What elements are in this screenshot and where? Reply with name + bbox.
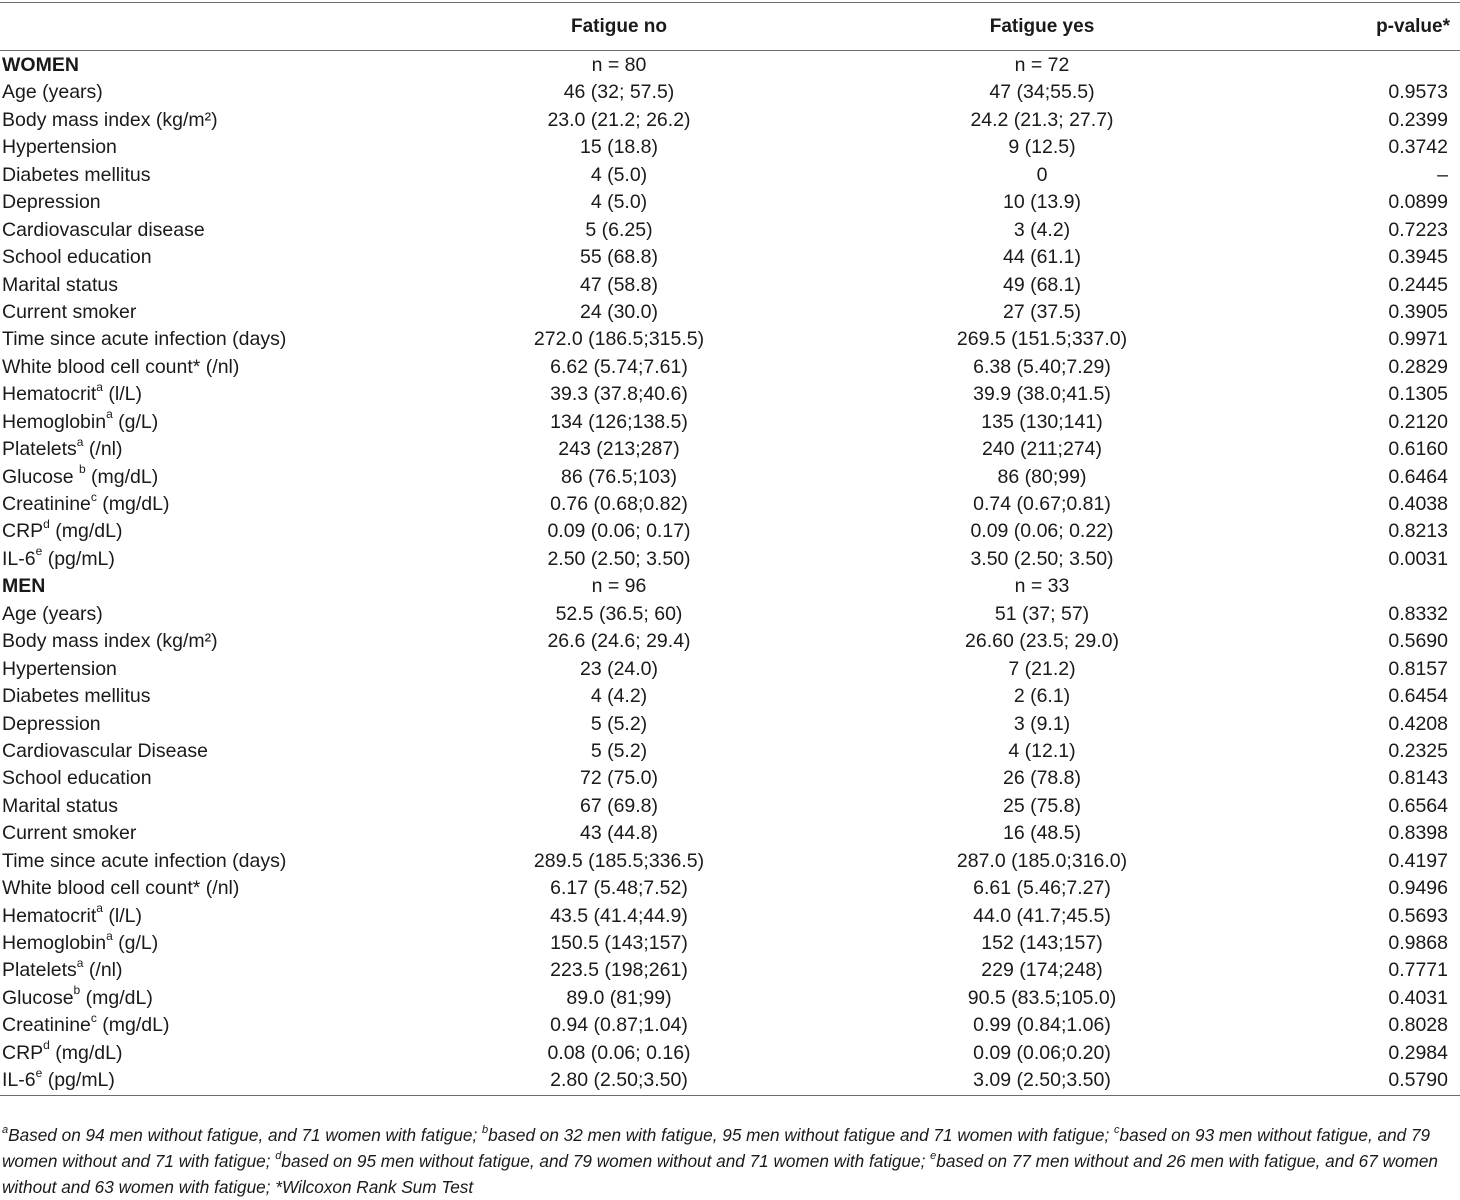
p-value: 0.0899 [1388, 191, 1448, 214]
p-value: – [1437, 163, 1448, 186]
p-value: 0.3945 [1388, 246, 1448, 269]
fatigue-no-value: 26.6 (24.6; 29.4) [547, 630, 691, 653]
footnote-text: *Wilcoxon Rank Sum Test [275, 1177, 474, 1197]
fatigue-no-value: 6.17 (5.48;7.52) [550, 877, 688, 900]
footnote-text: based on 77 men without and 26 men with fatigue, and 67 women without and 63 women with fatigue; [2, 1151, 1443, 1197]
variable-name: White blood cell count* (/nl) [2, 355, 240, 378]
fatigue-no-value: 47 (58.8) [579, 273, 659, 296]
fatigue-yes-value: 3 (4.2) [1013, 218, 1071, 241]
table-row [0, 189, 1460, 216]
fatigue-no-value: 39.3 (37.8;40.6) [550, 383, 688, 406]
variable-unit: (pg/mL) [42, 547, 115, 570]
variable-label [2, 217, 205, 244]
variable-name: Age (years) [2, 602, 103, 625]
variable-name: School education [2, 246, 152, 269]
footnote-marker: d [275, 1150, 282, 1163]
p-value: 0.9971 [1388, 328, 1448, 351]
variable-name: Depression [2, 191, 101, 214]
variable-unit: (mg/dL) [96, 1014, 170, 1037]
fatigue-yes-value: 9 (12.5) [1008, 136, 1076, 159]
p-value: 0.4197 [1388, 849, 1448, 872]
p-value: 0.8398 [1388, 822, 1448, 845]
table-row [0, 299, 1460, 326]
header-fatigue-no: Fatigue no [570, 16, 668, 37]
fatigue-no-value: 23.0 (21.2; 26.2) [547, 108, 691, 131]
variable-label [2, 491, 170, 518]
fatigue-no-value: 24 (30.0) [579, 300, 659, 323]
variable-label [2, 793, 118, 820]
variable-name: Current smoker [2, 822, 137, 845]
variable-label [2, 848, 286, 875]
p-value: 0.3742 [1388, 136, 1448, 159]
fatigue-no-value: 289.5 (185.5;336.5) [533, 849, 705, 872]
table-footnote [2, 1122, 1458, 1200]
fatigue-yes-value: 0.74 (0.67;0.81) [973, 493, 1111, 515]
variable-label [2, 903, 142, 930]
footnote-marker: a [76, 955, 84, 970]
variable-label [2, 738, 208, 765]
variable-unit: (/nl) [83, 438, 123, 461]
fatigue-no-value: 5 (5.2) [590, 739, 648, 762]
table-row [0, 711, 1460, 738]
variable-name: Platelets [2, 959, 77, 982]
variable-name: Cardiovascular disease [2, 218, 205, 241]
variable-label [2, 1040, 122, 1067]
variable-label [2, 957, 122, 984]
p-value: 0.8213 [1388, 520, 1448, 543]
fatigue-yes-value: 4 (12.1) [1008, 739, 1076, 762]
p-value: 0.2399 [1388, 108, 1448, 131]
table-row [0, 601, 1460, 628]
variable-name: IL-6 [2, 1069, 36, 1092]
variable-unit: (g/L) [112, 932, 159, 954]
variable-label [2, 711, 101, 738]
fatigue-no-value: 5 (6.25) [585, 218, 653, 241]
p-value: 0.9868 [1388, 932, 1448, 954]
variable-name: Marital status [2, 273, 118, 296]
p-value: 0.7223 [1388, 218, 1448, 241]
p-value: 0.5690 [1388, 630, 1448, 653]
table-row [0, 79, 1460, 106]
table-row [0, 738, 1460, 765]
fatigue-no-value: 43 (44.8) [579, 822, 659, 845]
table-row [0, 985, 1460, 1012]
variable-name: Body mass index (kg/m²) [2, 630, 218, 653]
fatigue-no-value: 67 (69.8) [579, 794, 659, 817]
table-row [0, 107, 1460, 134]
fatigue-yes-value: 25 (75.8) [1002, 794, 1082, 817]
p-value: 0.6464 [1388, 465, 1448, 488]
footnote-marker: a [106, 928, 113, 943]
fatigue-yes-value: 90.5 (83.5;105.0) [967, 986, 1117, 1009]
fatigue-no-value: 0.94 (0.87;1.04) [550, 1014, 688, 1037]
variable-name: Diabetes mellitus [2, 163, 151, 186]
footnote-text: based on 95 men without fatigue, and 79 women without and 71 women with fatigue; [281, 1151, 931, 1171]
fatigue-yes-value: 2 (6.1) [1013, 685, 1071, 708]
footnote-marker: c [90, 489, 97, 504]
fatigue-yes-value: 135 (130;141) [981, 410, 1103, 433]
table-row [0, 381, 1460, 408]
table-row [0, 436, 1460, 463]
variable-name: CRP [2, 1041, 44, 1064]
fatigue-yes-value: 49 (68.1) [1002, 273, 1082, 296]
table-row [0, 409, 1460, 436]
fatigue-yes-value: 39.9 (38.0;41.5) [973, 383, 1111, 406]
fatigue-no-value: 243 (213;287) [558, 438, 680, 461]
table-row [0, 518, 1460, 545]
variable-label [2, 299, 136, 326]
p-value: 0.8028 [1388, 1014, 1448, 1037]
fatigue-no-value: 72 (75.0) [579, 767, 659, 790]
footnote-marker: a [96, 901, 103, 916]
variable-label [2, 765, 152, 792]
footnote-marker: b [482, 1124, 489, 1137]
p-value: 0.2984 [1388, 1041, 1448, 1064]
footnote-marker: e [930, 1150, 937, 1163]
variable-label [2, 244, 152, 271]
variable-name: Depression [2, 712, 101, 735]
fatigue-yes-value: 44.0 (41.7;45.5) [973, 904, 1111, 927]
fatigue-yes-value: 3 (9.1) [1013, 712, 1071, 735]
section-row [0, 52, 1460, 79]
table-row [0, 244, 1460, 271]
table-row [0, 326, 1460, 353]
fatigue-no-value: n = 96 [591, 575, 647, 598]
table-row [0, 464, 1460, 491]
fatigue-no-value: 272.0 (186.5;315.5) [533, 328, 705, 351]
p-value: 0.2829 [1388, 355, 1448, 378]
section-row [0, 573, 1460, 600]
variable-name: Hypertension [2, 136, 117, 159]
variable-unit: (mg/dL) [80, 986, 153, 1009]
variable-label [2, 162, 150, 189]
variable-label [2, 436, 122, 463]
fatigue-no-value: 89.0 (81;99) [566, 986, 672, 1009]
variable-label [2, 354, 239, 381]
variable-name: CRP [2, 520, 44, 543]
fatigue-yes-value: 26.60 (23.5; 29.0) [965, 630, 1119, 653]
table-row [0, 1012, 1460, 1039]
variable-name: Creatinine [2, 1014, 91, 1037]
p-value: 0.6564 [1388, 794, 1448, 817]
variable-label [2, 134, 117, 161]
footnote-text: Based on 94 men without fatigue, and 71 women with fatigue; [8, 1125, 483, 1145]
fatigue-yes-value: n = 72 [1014, 54, 1070, 76]
variable-label [2, 930, 158, 957]
fatigue-yes-value: 287.0 (185.0;316.0) [956, 849, 1128, 872]
variable-name: Hypertension [2, 657, 117, 680]
fatigue-yes-value: 26 (78.8) [1002, 767, 1082, 790]
variable-name: School education [2, 767, 152, 790]
table-row [0, 628, 1460, 655]
header-fatigue-yes: Fatigue yes [989, 16, 1095, 37]
variable-name: Cardiovascular Disease [2, 739, 208, 762]
variable-label [2, 464, 158, 491]
table-row [0, 793, 1460, 820]
variable-name: Glucose [2, 465, 79, 488]
variable-unit: (pg/mL) [42, 1069, 115, 1092]
variable-name: Hematocrit [2, 383, 97, 406]
fatigue-no-value: 4 (5.0) [590, 163, 648, 186]
p-value: 0.2120 [1388, 410, 1448, 433]
p-value: 0.6454 [1388, 685, 1448, 708]
variable-name: IL-6 [2, 547, 36, 570]
variable-label [2, 272, 118, 299]
p-value: 0.6160 [1388, 438, 1448, 461]
fatigue-yes-value: 10 (13.9) [1002, 191, 1082, 214]
variable-name: Platelets [2, 438, 77, 461]
fatigue-no-value: 6.62 (5.74;7.61) [550, 355, 688, 378]
variable-unit: (mg/dL) [49, 1041, 123, 1064]
variable-label [2, 683, 150, 710]
fatigue-no-value: 2.80 (2.50;3.50) [550, 1069, 688, 1092]
fatigue-yes-value: 0.09 (0.06; 0.22) [970, 520, 1114, 543]
fatigue-yes-value: 47 (34;55.5) [989, 81, 1095, 104]
section-label [2, 52, 79, 79]
fatigue-no-value: 223.5 (198;261) [550, 959, 688, 982]
variable-name: Body mass index (kg/m²) [2, 108, 218, 131]
footnote-marker: d [43, 1038, 50, 1053]
table-row [0, 930, 1460, 957]
fatigue-yes-value: 152 (143;157) [981, 932, 1103, 954]
variable-name: WOMEN [2, 54, 79, 76]
fatigue-yes-value: 3.50 (2.50; 3.50) [970, 547, 1114, 570]
fatigue-no-value: 2.50 (2.50; 3.50) [547, 547, 691, 570]
table-row [0, 875, 1460, 902]
fatigue-no-value: 0.08 (0.06; 0.16) [547, 1041, 691, 1064]
footnote-marker: a [76, 434, 84, 449]
variable-unit: (mg/dL) [49, 520, 123, 543]
p-value: 0.4031 [1388, 986, 1448, 1009]
fatigue-yes-value: 44 (61.1) [1002, 246, 1082, 269]
fatigue-no-value: 4 (4.2) [590, 685, 648, 708]
table-row [0, 957, 1460, 984]
fatigue-no-value: 134 (126;138.5) [550, 410, 688, 433]
variable-label [2, 985, 153, 1012]
p-value: 0.8143 [1388, 767, 1448, 790]
footnote-marker: b [73, 983, 81, 998]
fatigue-yes-value: 0.09 (0.06;0.20) [973, 1041, 1111, 1064]
fatigue-no-value: 52.5 (36.5; 60) [555, 602, 683, 625]
fatigue-no-value: 43.5 (41.4;44.9) [550, 904, 688, 927]
table-row [0, 272, 1460, 299]
fatigue-no-value: 15 (18.8) [579, 136, 659, 159]
footnote-marker: e [35, 1065, 43, 1080]
variable-name: Glucose [2, 986, 74, 1009]
footnote-marker: b [78, 462, 86, 477]
variable-name: Time since acute infection (days) [2, 328, 287, 351]
p-value: 0.9573 [1388, 81, 1448, 104]
fatigue-yes-value: 0.99 (0.84;1.06) [973, 1014, 1111, 1037]
table-row [0, 134, 1460, 161]
variable-unit: (l/L) [102, 383, 142, 406]
fatigue-yes-value: 0 [1036, 163, 1048, 186]
fatigue-yes-value: 6.38 (5.40;7.29) [973, 355, 1111, 378]
variable-name: Marital status [2, 794, 118, 817]
variable-name: Age (years) [2, 81, 103, 104]
fatigue-yes-value: 27 (37.5) [1002, 300, 1082, 323]
fatigue-no-value: 46 (32; 57.5) [563, 81, 675, 104]
variable-unit: (mg/dL) [85, 465, 159, 488]
variable-name: Creatinine [2, 493, 91, 515]
variable-label [2, 1012, 170, 1039]
variable-name: Hemoglobin [2, 410, 107, 433]
fatigue-no-value: 4 (5.0) [590, 191, 648, 214]
variable-label [2, 409, 158, 436]
fatigue-no-value: 55 (68.8) [579, 246, 659, 269]
variable-label [2, 820, 136, 847]
variable-label [2, 656, 117, 683]
footnote-text: based on 32 men with fatigue, 95 men without fatigue and 71 women with fatigue; [488, 1125, 1115, 1145]
fatigue-yes-value: 7 (21.2) [1008, 657, 1076, 680]
footnote-marker: a [106, 407, 113, 422]
variable-label [2, 326, 286, 353]
variable-unit: (mg/dL) [96, 493, 170, 515]
table-row [0, 1067, 1460, 1094]
variable-label [2, 107, 218, 134]
table-header [0, 3, 1460, 50]
table-row [0, 820, 1460, 847]
fatigue-no-value: 86 (76.5;103) [560, 465, 677, 488]
fatigue-no-value: 23 (24.0) [579, 657, 659, 680]
p-value: 0.5693 [1388, 904, 1448, 927]
footnote-marker: c [1114, 1124, 1120, 1137]
variable-name: Time since acute infection (days) [2, 849, 287, 872]
footnote-marker: a [96, 379, 103, 394]
footnote-marker: c [90, 1010, 97, 1025]
variable-unit: (l/L) [102, 904, 142, 927]
variable-label [2, 875, 239, 902]
table-row [0, 546, 1460, 573]
p-value: 0.8157 [1388, 657, 1448, 680]
table-row [0, 765, 1460, 792]
fatigue-yes-value: 86 (80;99) [997, 465, 1087, 488]
variable-name: Hematocrit [2, 904, 97, 927]
variable-label [2, 546, 115, 573]
variable-unit: (g/L) [112, 410, 159, 433]
p-value: 0.4208 [1388, 712, 1448, 735]
fatigue-yes-value: 229 (174;248) [981, 959, 1103, 982]
fatigue-yes-value: 16 (48.5) [1002, 822, 1082, 845]
variable-name: Hemoglobin [2, 932, 107, 954]
fatigue-no-value: 0.76 (0.68;0.82) [550, 493, 688, 515]
table-row [0, 1040, 1460, 1067]
variable-label [2, 1067, 115, 1094]
p-value: 0.8332 [1388, 602, 1448, 625]
table-row [0, 656, 1460, 683]
p-value: 0.2325 [1388, 739, 1448, 762]
variable-unit: (/nl) [83, 959, 123, 982]
footnote-text: based on 93 men without fatigue, and 79 women without and 71 with fatigue; [2, 1125, 1435, 1171]
variable-label [2, 518, 122, 545]
footnote-marker: e [35, 544, 43, 559]
variable-name: White blood cell count* (/nl) [2, 877, 240, 900]
variable-name: Current smoker [2, 300, 137, 323]
table-row [0, 848, 1460, 875]
table-row [0, 683, 1460, 710]
p-value: 0.1305 [1388, 383, 1448, 406]
table-row [0, 354, 1460, 381]
fatigue-yes-value: 3.09 (2.50;3.50) [973, 1069, 1111, 1092]
p-value: 0.2445 [1388, 273, 1448, 296]
footnote-marker: d [43, 516, 50, 531]
fatigue-no-value: 150.5 (143;157) [550, 932, 688, 954]
fatigue-yes-value: 51 (37; 57) [994, 602, 1090, 625]
section-label [2, 573, 45, 600]
fatigue-no-value: 5 (5.2) [590, 712, 648, 735]
fatigue-yes-value: 6.61 (5.46;7.27) [973, 877, 1111, 900]
table-body [0, 51, 1460, 1095]
header-p-value: p-value* [1376, 16, 1450, 37]
p-value: 0.7771 [1388, 959, 1448, 982]
variable-name: Diabetes mellitus [2, 685, 151, 708]
table-row [0, 903, 1460, 930]
fatigue-yes-value: 269.5 (151.5;337.0) [956, 328, 1128, 351]
p-value: 0.9496 [1388, 877, 1448, 900]
p-value: 0.3905 [1388, 300, 1448, 323]
variable-label [2, 381, 142, 408]
variable-label [2, 79, 103, 106]
fatigue-yes-value: n = 33 [1014, 575, 1070, 598]
fatigue-no-value: 0.09 (0.06; 0.17) [547, 520, 691, 543]
variable-label [2, 601, 103, 628]
table-row [0, 162, 1460, 189]
p-value: 0.4038 [1388, 493, 1448, 515]
variable-label [2, 628, 218, 655]
table-row [0, 217, 1460, 244]
fatigue-yes-value: 240 (211;274) [982, 438, 1102, 461]
fatigue-no-value: n = 80 [591, 54, 647, 76]
fatigue-yes-value: 24.2 (21.3; 27.7) [970, 108, 1114, 131]
variable-label [2, 189, 101, 216]
variable-name: MEN [2, 575, 46, 598]
p-value: 0.5790 [1388, 1069, 1448, 1092]
p-value: 0.0031 [1388, 547, 1448, 570]
footnote-marker: a [2, 1124, 9, 1137]
table-row [0, 491, 1460, 518]
bottom-rule [0, 1095, 1460, 1096]
